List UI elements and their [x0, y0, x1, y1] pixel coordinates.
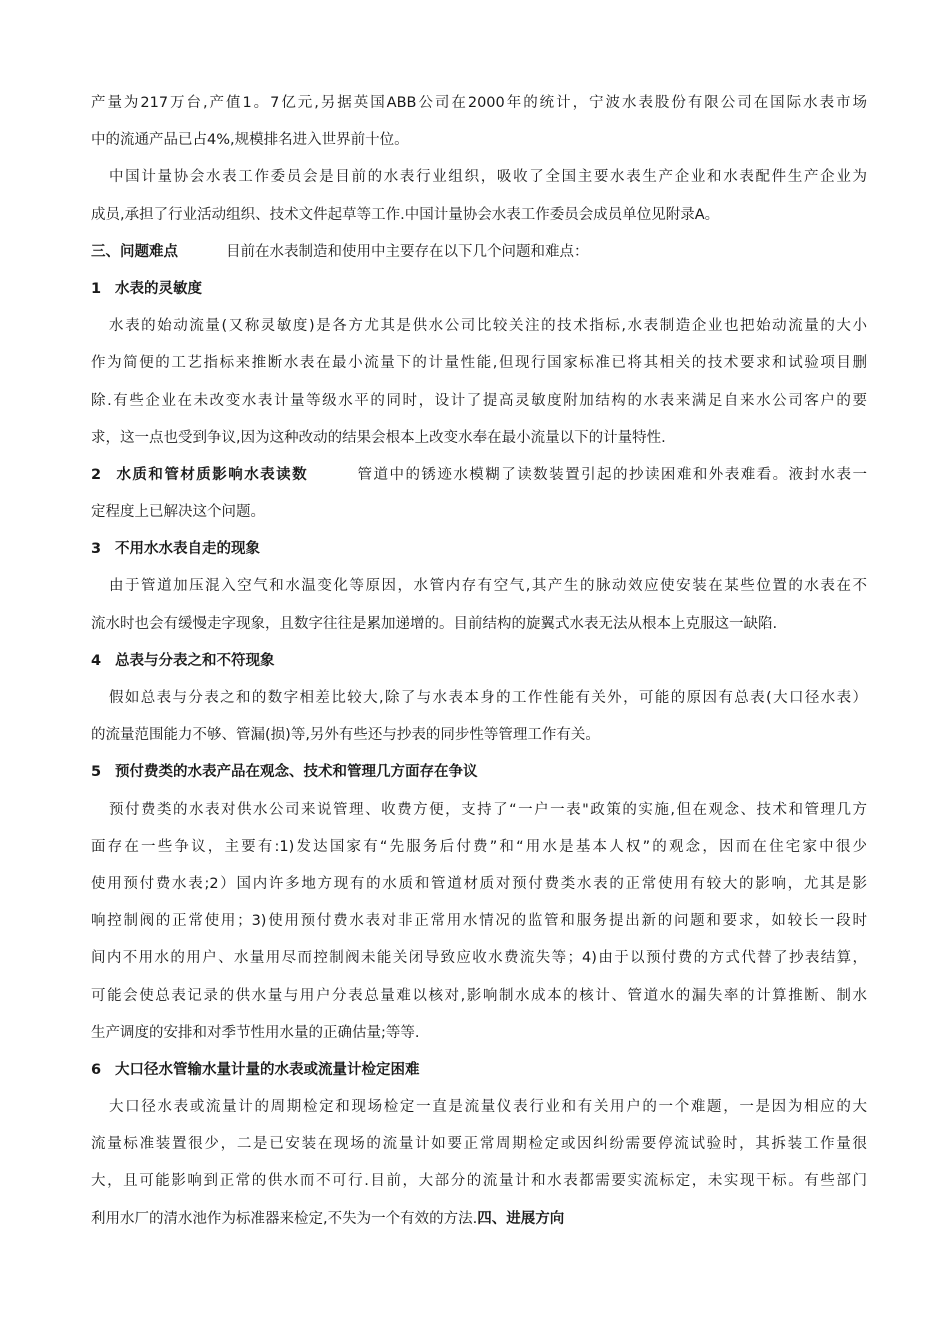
paragraph-line: 定程度上已解决这个问题。 — [91, 504, 265, 521]
subheading-title: 大口径水管输水量计量的水表或流量计检定困难 — [115, 1061, 420, 1078]
subheading-title: 水表的灵敏度 — [115, 280, 202, 297]
subheading-number: 4 — [91, 652, 102, 669]
subheading-title: 不用水水表自走的现象 — [115, 541, 260, 558]
paragraph-line: 面存在一些争议，主要有:1)发达国家有“先服务后付费”和“用水是基本人权”的观念，因而在住宅家中很少 — [91, 838, 867, 855]
paragraph-text: 管道中的锈迹水模糊了读数装置引起的抄读困难和外表难看。液封水表一 — [356, 466, 867, 483]
section-heading: 三、问题难点 — [91, 243, 178, 260]
paragraph-text: 利用水厂的清水池作为标准器来检定,不失为一个有效的方法. — [91, 1210, 478, 1227]
paragraph-line: 大口径水表或流量计的周期检定和现场检定一直是流量仪表行业和有关用户的一个难题，一是因为相应的大 — [109, 1099, 867, 1116]
subheading — [91, 1052, 867, 1089]
subheading-number: 5 — [91, 764, 102, 781]
subheading-number: 1 — [91, 280, 102, 297]
paragraph-line: 求，这一点也受到争议,因为这种改动的结果会根本上改变水奉在最小流量以下的计量特性. — [91, 429, 666, 446]
paragraph-line: 预付费类的水表对供水公司来说管理、收费方便，支持了“一户一表"政策的实施,但在观念、技术和管理几方 — [109, 801, 867, 818]
section-heading: 四、进展方向 — [477, 1210, 565, 1227]
subheading-number: 3 — [91, 541, 102, 558]
subheading — [91, 754, 867, 791]
subheading — [91, 531, 867, 568]
subheading — [91, 457, 867, 494]
paragraph-line: 除.有些企业在未改变水表计量等级水平的同时，设计了提高灵敏度附加结构的水表来满足自来水公司客户的要 — [91, 392, 867, 409]
subheading-title: 总表与分表之和不符现象 — [115, 652, 275, 669]
paragraph-line: 可能会使总表记录的供水量与用户分表总量难以核对,影响制水成本的核计、管道水的漏失率的计算推断、制水 — [91, 987, 867, 1004]
paragraph-line: 生产调度的安排和对季节性用水量的正确估量;等等. — [91, 1024, 420, 1041]
subheading — [91, 643, 867, 680]
paragraph-line: 中的流通产品已占4%,规模排名进入世界前十位。 — [91, 132, 409, 149]
paragraph-line — [91, 1201, 867, 1238]
subheading-number: 2 — [91, 466, 102, 483]
paragraph-line: 大，且可能影响到正常的供水而不可行.目前，大部分的流量计和水表都需要实流标定，未实现干标。有些部门 — [91, 1173, 867, 1190]
paragraph-line: 响控制阀的正常使用；3)使用预付费水表对非正常用水情况的监管和服务提出新的问题和要求，如较长一段时 — [91, 913, 867, 930]
paragraph-line: 由于管道加压混入空气和水温变化等原因，水管内存有空气,其产生的脉动效应使安装在某些位置的水表在不 — [109, 578, 867, 595]
paragraph-line: 成员,承担了行业活动组织、技术文件起草等工作.中国计量协会水表工作委员会成员单位见附录A。 — [91, 206, 720, 223]
section-heading-line — [91, 234, 867, 271]
subheading-title: 预付费类的水表产品在观念、技术和管理几方面存在争议 — [115, 764, 478, 781]
paragraph-line: 假如总表与分表之和的数字相差比较大,除了与水表本身的工作性能有关外，可能的原因有总表(大口径水表） — [109, 690, 867, 706]
paragraph-line: 产量为217万台,产值1。7亿元,另据英国ABB公司在2000年的统计，宁波水表股份有限公司在国际水表市场 — [91, 95, 867, 111]
subheading-number: 6 — [91, 1061, 102, 1078]
paragraph-line: 流水时也会有缓慢走字现象，且数字往往是累加递增的。目前结构的旋翼式水表无法从根本上克服这一缺陷. — [91, 615, 778, 632]
section-intro: 目前在水表制造和使用中主要存在以下几个问题和难点： — [226, 243, 589, 260]
paragraph-line: 间内不用水的用户、水量用尽而控制阀未能关闭导致应收水费流失等；4)由于以预付费的方式代替了抄表结算， — [91, 950, 867, 967]
paragraph-line: 流量标准装置很少，二是已安装在现场的流量计如要正常周期检定或因纠纷需要停流试验时，其拆装工作量很 — [91, 1136, 867, 1153]
paragraph-line: 使用预付费水表;2）国内许多地方现有的水质和管道材质对预付费类水表的正常使用有较大的影响，尤其是影 — [91, 875, 867, 892]
paragraph-line: 的流量范围能力不够、管漏(损)等,另外有些还与抄表的同步性等管理工作有关。 — [91, 727, 600, 744]
paragraph-line: 水表的始动流量(又称灵敏度)是各方尤其是供水公司比较关注的技术指标,水表制造企业也把始动流量的大小 — [109, 318, 867, 335]
subheading-title: 水质和管材质影响水表读数 — [115, 466, 309, 483]
document-body — [91, 85, 867, 1238]
paragraph-line: 中国计量协会水表工作委员会是目前的水表行业组织，吸收了全国主要水表生产企业和水表配件生产企业为 — [109, 169, 867, 186]
subheading — [91, 271, 867, 308]
paragraph-line: 作为简便的工艺指标来推断水表在最小流量下的计量性能,但现行国家标准已将其相关的技术要求和试验项目删 — [91, 355, 867, 372]
